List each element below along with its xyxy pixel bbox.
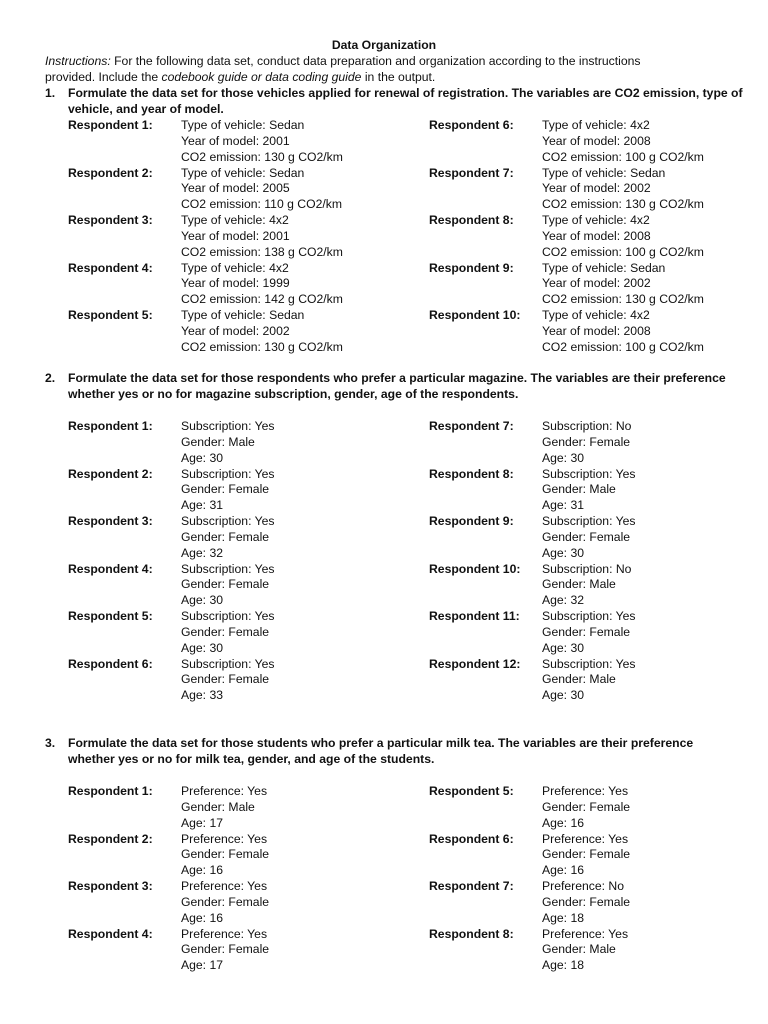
respondent-field: Age: 16 [542,863,585,878]
respondent-field: Subscription: Yes [181,656,275,671]
respondent-field: Type of vehicle: 4x2 [542,308,650,322]
respondent-fields [542,261,704,308]
question-prompt-line: Formulate the data set for those vehicles applied for renewal of registration. The variables are CO2 emission, type of [68,86,743,100]
respondent-field: Subscription: No [542,419,632,433]
respondent-field: Age: 30 [181,640,224,655]
respondent-fields [542,118,704,165]
respondent-field: Age: 33 [181,688,224,703]
respondent-field: Preference: Yes [542,784,629,798]
respondent-field: Subscription: Yes [181,466,275,481]
respondent-fields [181,261,343,308]
question-prompt-line: Formulate the data set for those respondents who prefer a particular magazine. The variables are their preference [68,371,726,385]
respondent-field: CO2 emission: 100 g CO2/km [542,339,704,354]
respondent-label: Respondent 9: [429,260,514,275]
respondent-field: Gender: Male [181,434,255,449]
respondent-field: CO2 emission: 100 g CO2/km [542,149,704,164]
respondent-fields [181,213,343,260]
respondent-label: Respondent 9: [429,514,514,528]
question-prompt-line: Formulate the data set for those students who prefer a particular milk tea. The variables are their preference [68,736,694,750]
respondent-field: Age: 16 [181,863,224,878]
respondent-label: Respondent 1: [68,784,153,798]
respondent-label: Respondent 8: [429,926,514,941]
respondent-label: Respondent 1: [68,419,153,433]
respondent-field: CO2 emission: 138 g CO2/km [181,244,343,259]
respondent-field: CO2 emission: 130 g CO2/km [542,292,704,307]
respondent-field: Subscription: Yes [181,514,275,528]
respondent-field: Gender: Male [542,942,616,957]
respondent-fields [542,657,636,704]
respondent-label: Respondent 2: [68,165,153,180]
respondent-label: Respondent 11: [429,609,520,623]
instructions-label: Instructions: [45,54,111,68]
respondent-field: Gender: Male [181,799,255,814]
respondent-field: Subscription: Yes [542,466,636,481]
respondent-field: Age: 16 [181,910,224,925]
respondent-fields [542,832,630,879]
respondent-field: CO2 emission: 142 g CO2/km [181,292,343,307]
respondent-field: Preference: Yes [181,784,268,798]
respondent-fields [181,308,343,355]
respondent-field: Year of model: 2001 [181,228,290,243]
instructions [45,54,735,86]
respondent-field: Gender: Female [181,624,270,639]
respondent-fields [542,784,630,831]
question-prompt-line: vehicle, and year of model. [68,101,224,116]
respondent-field: Preference: No [542,879,624,893]
respondent-field: Year of model: 2002 [181,323,290,338]
respondent-fields [542,308,704,355]
respondent-label: Respondent 7: [429,419,514,433]
respondent-field: Preference: Yes [542,831,629,846]
respondent-field: Gender: Female [542,799,631,814]
respondent-field: Type of vehicle: 4x2 [181,213,289,227]
respondent-field: Subscription: Yes [181,609,275,623]
respondent-label: Respondent 6: [429,118,514,132]
respondent-field: Age: 18 [542,958,585,973]
respondent-field: Age: 31 [181,498,224,513]
instructions-text-1: For the following data set, conduct data preparation and organization according to the instructions [110,54,641,68]
respondent-field: Age: 16 [542,815,585,830]
respondent-fields [181,657,275,704]
respondent-field: Gender: Female [181,529,270,544]
respondent-field: Preference: Yes [181,879,268,893]
respondent-field: Gender: Female [542,624,631,639]
respondent-field: Age: 17 [181,958,224,973]
respondent-field: Age: 30 [181,450,224,465]
question-prompt [68,736,748,768]
respondent-label: Respondent 8: [429,213,514,227]
respondent-field: Type of vehicle: 4x2 [542,118,650,132]
instructions-line-2 [45,70,735,86]
respondent-field: Gender: Female [181,577,270,592]
respondent-field: Preference: Yes [542,926,629,941]
respondent-field: Year of model: 2008 [542,133,651,148]
respondent-field: Age: 30 [542,688,585,703]
respondent-field: Gender: Female [181,482,270,497]
respondent-label: Respondent 7: [429,165,514,180]
respondent-field: Subscription: Yes [542,656,636,671]
instructions-line-1 [45,54,735,70]
respondent-field: Gender: Female [181,847,270,862]
respondent-field: Type of vehicle: Sedan [181,308,305,322]
respondent-field: Year of model: 2008 [542,323,651,338]
question-number: 2. [45,371,56,385]
respondent-field: Year of model: 2008 [542,228,651,243]
respondent-field: Year of model: 2002 [542,181,651,196]
respondent-field: Year of model: 2002 [542,276,651,291]
respondent-field: Gender: Female [542,434,631,449]
respondent-field: Age: 30 [181,593,224,608]
question-prompt-line: whether yes or no for magazine subscription, gender, age of the respondents. [68,386,519,401]
respondent-fields [181,514,275,561]
respondent-fields [542,166,704,213]
respondent-label: Respondent 2: [68,831,153,846]
respondent-fields [542,467,636,514]
respondent-field: Subscription: Yes [542,514,636,528]
respondent-field: CO2 emission: 130 g CO2/km [181,149,343,164]
respondent-label: Respondent 6: [429,831,514,846]
respondent-field: Type of vehicle: 4x2 [181,260,289,275]
respondent-label: Respondent 4: [68,561,153,576]
respondent-fields [542,879,630,926]
respondent-field: Subscription: No [542,561,632,576]
respondent-field: Gender: Female [542,529,631,544]
respondent-field: Type of vehicle: Sedan [181,165,305,180]
respondent-label: Respondent 10: [429,561,521,576]
respondent-label: Respondent 12: [429,656,521,671]
instructions-emphasis: codebook guide or data coding guide [161,69,362,84]
question-number: 1. [45,86,56,100]
question-number: 3. [45,736,56,750]
instructions-text-2a: provided. Include the [45,69,162,84]
respondent-field: Gender: Female [542,847,631,862]
respondent-label: Respondent 5: [68,609,153,623]
respondent-fields [542,419,631,466]
respondent-fields [181,166,342,213]
respondent-label: Respondent 10: [429,308,521,322]
respondent-field: Type of vehicle: Sedan [542,260,666,275]
respondent-fields [181,784,267,831]
respondent-label: Respondent 7: [429,879,514,893]
respondent-field: Preference: Yes [181,926,268,941]
document-title: Data Organization [331,38,437,52]
respondent-field: Age: 17 [181,815,224,830]
respondent-fields [181,927,269,974]
question-prompt [68,371,748,403]
respondent-field: Age: 30 [542,450,585,465]
respondent-field: Year of model: 2005 [181,181,290,196]
respondent-label: Respondent 3: [68,879,153,893]
respondent-fields [181,609,275,656]
respondent-label: Respondent 2: [68,466,153,481]
question-prompt-line: whether yes or no for milk tea, gender, and age of the students. [68,751,435,766]
respondent-field: Type of vehicle: Sedan [542,165,666,180]
respondent-label: Respondent 5: [429,784,514,798]
respondent-field: Gender: Male [542,672,616,687]
respondent-field: Preference: Yes [181,831,268,846]
respondent-label: Respondent 3: [68,514,153,528]
respondent-field: Gender: Male [542,482,616,497]
respondent-label: Respondent 1: [68,118,153,132]
respondent-fields [181,879,269,926]
respondent-field: Age: 18 [542,910,585,925]
respondent-field: Year of model: 2001 [181,133,290,148]
respondent-fields [542,562,631,609]
respondent-label: Respondent 3: [68,213,153,227]
respondent-field: Age: 30 [542,545,585,560]
respondent-field: Type of vehicle: Sedan [181,118,305,132]
respondent-label: Respondent 8: [429,466,514,481]
respondent-label: Respondent 5: [68,308,153,322]
respondent-fields [542,514,636,561]
respondent-fields [181,467,275,514]
question-prompt [68,86,748,118]
respondent-field: Age: 31 [542,498,585,513]
respondent-field: Type of vehicle: 4x2 [542,213,650,227]
respondent-field: Gender: Female [181,942,270,957]
respondent-fields [542,927,628,974]
respondent-fields [181,832,269,879]
respondent-field: Subscription: Yes [181,561,275,576]
respondent-fields [542,609,636,656]
respondent-field: Age: 30 [542,640,585,655]
respondent-fields [181,419,275,466]
respondent-field: Subscription: Yes [181,419,275,433]
respondent-field: CO2 emission: 130 g CO2/km [542,197,704,212]
respondent-field: CO2 emission: 110 g CO2/km [181,197,342,212]
respondent-field: Gender: Female [181,894,270,909]
respondent-label: Respondent 4: [68,260,153,275]
respondent-fields [542,213,704,260]
respondent-field: Gender: Male [542,577,616,592]
respondent-field: Subscription: Yes [542,609,636,623]
respondent-field: Gender: Female [542,894,631,909]
respondent-label: Respondent 4: [68,926,153,941]
respondent-field: Year of model: 1999 [181,276,290,291]
respondent-fields [181,118,343,165]
respondent-field: Age: 32 [181,545,224,560]
respondent-field: Gender: Female [181,672,270,687]
respondent-field: CO2 emission: 130 g CO2/km [181,339,343,354]
respondent-field: CO2 emission: 100 g CO2/km [542,244,704,259]
respondent-field: Age: 32 [542,593,585,608]
respondent-label: Respondent 6: [68,656,153,671]
instructions-text-2b: in the output. [361,69,436,84]
respondent-fields [181,562,275,609]
